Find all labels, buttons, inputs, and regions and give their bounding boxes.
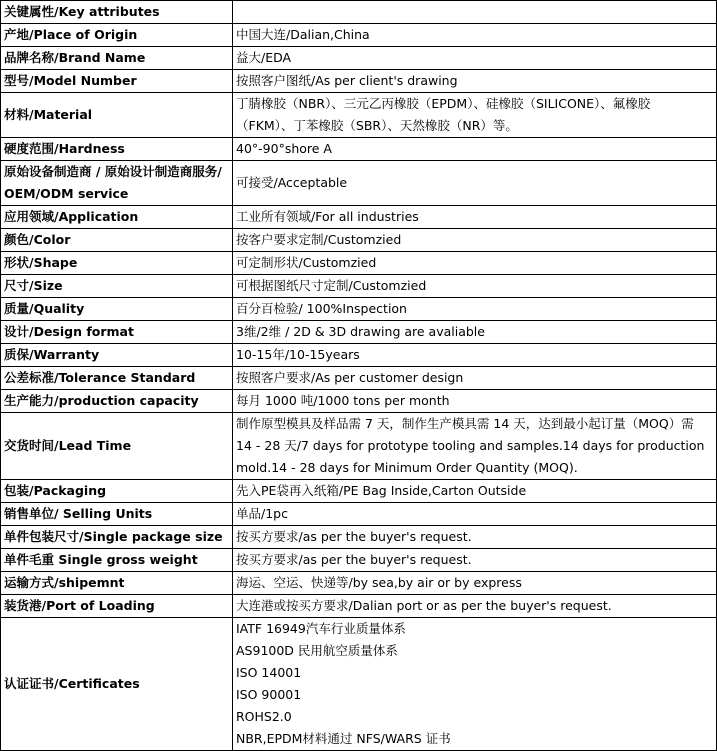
table-row (1, 206, 717, 229)
attribute-value-text: 按客户要求定制/Customzied (236, 232, 402, 247)
table-row (1, 229, 717, 252)
attribute-key-cell (1, 390, 233, 413)
attribute-key-cell (1, 503, 233, 526)
attribute-key-cell (1, 24, 233, 47)
attribute-key-text: 交货时间/Lead Time (4, 438, 132, 453)
attribute-value-text: 10-15年/10-15years (236, 347, 360, 362)
attribute-key-cell (1, 526, 233, 549)
attribute-key-text: 应用领域/Application (4, 209, 139, 224)
attribute-key-cell (1, 161, 233, 206)
attribute-key-text: 颜色/Color (4, 232, 71, 247)
table-header-cell: 关键属性/Key attributes (1, 1, 233, 24)
table-row (1, 480, 717, 503)
attribute-value-cell (233, 93, 717, 138)
attribute-value-text: ISO 90001 (236, 687, 302, 702)
attribute-value-cell (233, 321, 717, 344)
table-row (1, 47, 717, 70)
attribute-value-text: 按买方要求/as per the buyer's request. (236, 529, 472, 544)
attribute-key-text: 材料/Material (4, 107, 93, 122)
attribute-value-text: 按照客户要求/As per customer design (236, 370, 464, 385)
attribute-value-text: ROHS2.0 (236, 709, 292, 724)
attribute-value-text: mold.14 - 28 days for Minimum Order Quantity (MOQ). (236, 460, 578, 475)
attribute-value-cell (233, 206, 717, 229)
attribute-value-cell (233, 252, 717, 275)
attribute-value-text: 40°-90°shore A (236, 141, 332, 156)
attribute-key-cell (1, 275, 233, 298)
attribute-value-text: 3维/2维 / 2D & 3D drawing are avaliable (236, 324, 485, 339)
attribute-key-text: 产地/Place of Origin (4, 27, 138, 42)
attribute-value-cell (233, 344, 717, 367)
attribute-key-cell (1, 367, 233, 390)
attribute-key-text: 装货港/Port of Loading (4, 598, 155, 613)
table-row (1, 390, 717, 413)
table-row (1, 138, 717, 161)
attribute-value-cell (233, 526, 717, 549)
attribute-key-cell (1, 572, 233, 595)
table-row (1, 413, 717, 480)
attribute-key-text: OEM/ODM service (4, 186, 129, 201)
attribute-key-cell (1, 298, 233, 321)
attribute-value-cell (233, 24, 717, 47)
attribute-key-text: 销售单位/ Selling Units (4, 506, 153, 521)
attribute-key-text: 形状/Shape (4, 255, 78, 270)
attribute-key-text: 公差标准/Tolerance Standard (4, 370, 196, 385)
table-row (1, 275, 717, 298)
attribute-key-text: 单件包装尺寸/Single package size (4, 529, 223, 544)
table-row (1, 70, 717, 93)
attribute-value-text: 丁腈橡胶（NBR）、三元乙丙橡胶（EPDM）、硅橡胶（SILICONE）、氟橡胶 (236, 96, 651, 111)
attribute-key-text: 品牌名称/Brand Name (4, 50, 146, 65)
attribute-key-cell (1, 229, 233, 252)
attribute-value-text: NBR,EPDM材料通过 NFS/WARS 证书 (236, 731, 451, 746)
attribute-key-text: 原始设备制造商 / 原始设计制造商服务/ (4, 164, 222, 179)
attribute-value-text: AS9100D 民用航空质量体系 (236, 643, 398, 658)
attribute-value-text: 14 - 28 天/7 days for prototype tooling and samples.14 days for production (236, 438, 705, 453)
attribute-value-cell (233, 275, 717, 298)
table-row (1, 549, 717, 572)
attribute-key-cell (1, 595, 233, 618)
attribute-key-cell (1, 93, 233, 138)
table-row (1, 161, 717, 206)
attribute-value-text: 可定制形状/Customzied (236, 255, 377, 270)
attribute-key-cell (1, 413, 233, 480)
attribute-value-text: 大连港或按买方要求/Dalian port or as per the buyer's request. (236, 598, 612, 613)
attribute-value-text: 先入PE袋再入纸箱/PE Bag Inside,Carton Outside (236, 483, 527, 498)
attribute-value-text: 按买方要求/as per the buyer's request. (236, 552, 472, 567)
table-row (1, 526, 717, 549)
attribute-key-cell (1, 70, 233, 93)
attribute-value-cell (233, 572, 717, 595)
attribute-value-text: 每月 1000 吨/1000 tons per month (236, 393, 450, 408)
table-row (1, 298, 717, 321)
attribute-value-text: 工业所有领域/For all industries (236, 209, 419, 224)
attribute-key-cell (1, 47, 233, 70)
attribute-value-text: 单品/1pc (236, 506, 288, 521)
attribute-value-cell (233, 503, 717, 526)
attribute-value-text: 百分百检验/ 100%Inspection (236, 301, 407, 316)
attribute-value-text: ISO 14001 (236, 665, 302, 680)
attribute-key-cell (1, 549, 233, 572)
attribute-value-text: 益大/EDA (236, 50, 292, 65)
attribute-key-text: 质量/Quality (4, 301, 85, 316)
attribute-value-cell (233, 390, 717, 413)
table-row (1, 572, 717, 595)
table-row (1, 344, 717, 367)
attribute-value-cell (233, 480, 717, 503)
attribute-value-text: （FKM）、丁苯橡胶（SBR）、天然橡胶（NR）等。 (236, 118, 518, 133)
attribute-key-cell (1, 344, 233, 367)
table-row (1, 618, 717, 751)
table-row (1, 252, 717, 275)
attribute-value-cell (233, 367, 717, 390)
table-row (1, 24, 717, 47)
attribute-key-text: 单件毛重 Single gross weight (4, 552, 198, 567)
attribute-value-text: 制作原型模具及样品需 7 天，制作生产模具需 14 天，达到最小起订量（MOQ）需 (236, 416, 694, 431)
attribute-key-text: 设计/Design format (4, 324, 134, 339)
attribute-key-text: 型号/Model Number (4, 73, 137, 88)
table-row (1, 321, 717, 344)
attribute-value-cell (233, 618, 717, 751)
attribute-value-cell (233, 138, 717, 161)
attribute-value-cell (233, 70, 717, 93)
attribute-key-text: 认证证书/Certificates (4, 676, 140, 691)
attribute-key-cell (1, 138, 233, 161)
table-header-empty-cell (233, 1, 717, 24)
table-row (1, 93, 717, 138)
attribute-value-text: 可接受/Acceptable (236, 175, 348, 190)
attribute-value-cell (233, 413, 717, 480)
attribute-key-text: 生产能力/production capacity (4, 393, 199, 408)
table-row (1, 367, 717, 390)
attribute-key-text: 硬度范围/Hardness (4, 141, 125, 156)
attribute-key-text: 尺寸/Size (4, 278, 63, 293)
table-header-row (1, 1, 717, 24)
attribute-value-text: 按照客户图纸/As per client's drawing (236, 73, 458, 88)
attribute-value-text: IATF 16949汽车行业质量体系 (236, 621, 406, 636)
attribute-value-text: 海运、空运、快递等/by sea,by air or by express (236, 575, 522, 590)
attribute-key-cell (1, 206, 233, 229)
attribute-key-text: 包装/Packaging (4, 483, 107, 498)
attribute-value-cell (233, 595, 717, 618)
table-body (1, 1, 717, 751)
table-row (1, 595, 717, 618)
attribute-value-cell (233, 229, 717, 252)
attribute-key-text: 质保/Warranty (4, 347, 100, 362)
attribute-key-text: 运输方式/shipemnt (4, 575, 125, 590)
attribute-key-cell (1, 480, 233, 503)
attribute-value-text: 中国大连/Dalian,China (236, 27, 370, 42)
attribute-value-text: 可根据图纸尺寸定制/Customzied (236, 278, 427, 293)
attribute-key-cell (1, 618, 233, 751)
attribute-value-cell (233, 47, 717, 70)
attribute-value-cell (233, 161, 717, 206)
table-row (1, 503, 717, 526)
attribute-value-cell (233, 298, 717, 321)
attribute-key-cell (1, 252, 233, 275)
attribute-key-cell (1, 321, 233, 344)
attribute-value-cell (233, 549, 717, 572)
